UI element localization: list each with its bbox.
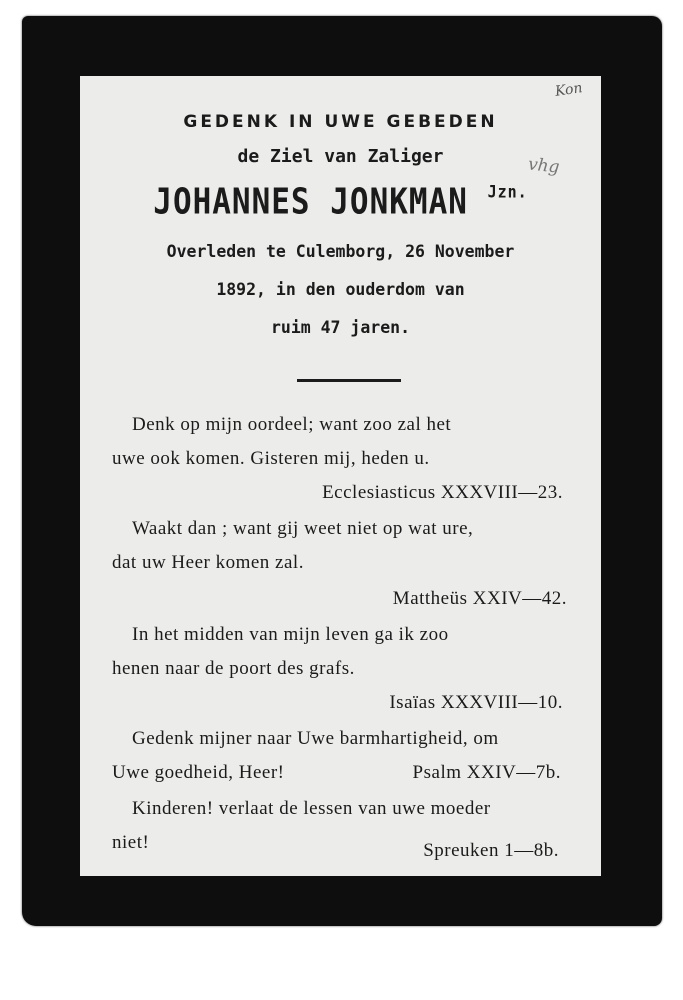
- verse-reference: Mattheüs XXIV—42.: [392, 588, 567, 609]
- verse-line: Gedenk mijner naar Uwe barmhartigheid, om: [132, 728, 499, 749]
- verse-reference: Psalm XXIV—7b.: [412, 762, 561, 783]
- divider: [297, 379, 401, 382]
- margin-note: Kon: [554, 80, 584, 100]
- death-details-line: ruim 47 jaren.: [270, 318, 411, 337]
- verse-line: Kinderen! verlaat de lessen van uwe moeder: [132, 798, 491, 819]
- verse-line: henen naar de poort des grafs.: [112, 658, 355, 679]
- memorial-card-panel: [80, 76, 601, 876]
- verse-line: In het midden van mijn leven ga ik zoo: [132, 624, 449, 645]
- deceased-name: JOHANNES JONKMAN $^{Jzn.}$: [153, 181, 528, 223]
- death-details-line: Overleden te Culemborg, 26 November: [166, 242, 515, 261]
- name-suffix: Jzn.: [487, 181, 528, 202]
- verse-reference: Spreuken 1—8b.: [423, 840, 559, 861]
- death-details-line: 1892, in den ouderdom van: [216, 280, 465, 299]
- verse-line: Waakt dan ; want gij weet niet op wat ure,: [132, 518, 474, 539]
- verse-line: Uwe goedheid, Heer!: [112, 762, 285, 783]
- margin-note: vhg: [526, 154, 560, 178]
- verse-reference: Isaïas XXXVIII—10.: [389, 692, 563, 713]
- verse-reference: Ecclesiasticus XXXVIII—23.: [322, 482, 563, 503]
- verse-line: Denk op mijn oordeel; want zoo zal het: [132, 414, 452, 435]
- verse-line: uwe ook komen. Gisteren mij, heden u.: [112, 448, 430, 469]
- mourning-card-border: [22, 16, 662, 926]
- prayer-heading: GEDENK IN UWE GEBEDEN: [183, 112, 498, 132]
- verse-line: dat uw Heer komen zal.: [112, 552, 304, 573]
- verse-line: niet!: [112, 832, 150, 853]
- subheading: de Ziel van Zaliger: [237, 146, 444, 167]
